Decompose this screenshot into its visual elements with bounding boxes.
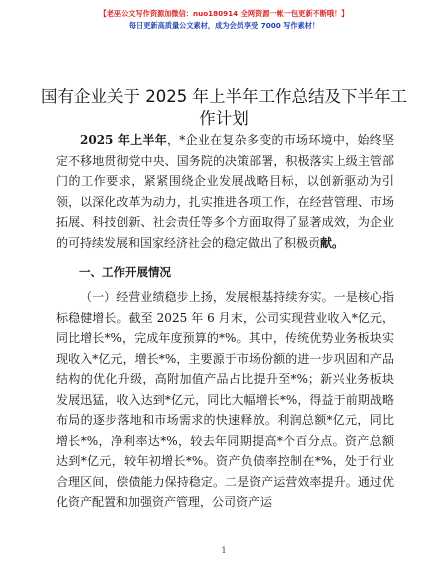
intro-tail: 献。 xyxy=(320,235,345,250)
promo-banner-line2: 每日更新高质量公文素材，成为会员享受 7000 写作素材！ xyxy=(128,21,320,30)
document-title: 国有企业关于 2025 年上半年工作总结及下半年工作计划 xyxy=(41,87,407,128)
intro-body: ，*企业在复杂多变的市场环境中，始终坚定不移地贯彻党中央、国务院的决策部署，积极落实上级主管部门的工作要求，紧紧围绕企业发展战略目标，以创新驱动为引领，以深化改革为动力，扎实推进各项工作，在经营管理、市场拓展、科技创新、社会责任等多个方面取得了显著成效，为企业的可持续发展和国家经济社会的稳定做出了积极贡 xyxy=(56,133,394,250)
section-heading-work-status: 一、工作开展情况 xyxy=(79,265,171,279)
intro-paragraph xyxy=(56,130,394,253)
intro-lead: 2025 年上半年 xyxy=(80,133,167,147)
document-body xyxy=(56,130,394,513)
promo-banner-line1: 【老巫公文写作资源加微信：nuo180914 全网资源一帐一包更新不断哦！】 xyxy=(99,9,349,18)
page-number: 1 xyxy=(221,546,227,555)
section1-paragraph: （一）经营业绩稳步上扬，发展根基持续夯实。一是核心指标稳健增长。截至 2025 年 6 月末，公司实现营业收入*亿元，同比增长*%，完成年度预算的*%。其中，传统优势业务板块实现收入*亿元，增长*%，主要源于市场份额的进一步巩固和产品结构的优化升级，高附加值产品占比提升至*%；新兴业务板块发展迅猛，收入达到*亿元，同比大幅增长*%，得益于前期战略布局的逐步落地和市场需求的快速释放。利润总额*亿元，同比增长*%，净利率达*%，较去年同期提高*个百分点。资产总额达到*亿元，较年初增长*%。资产负债率控制在*%，处于行业合理区间，偿债能力保持稳定。二是资产运营效率提升。通过优化资产配置和加强资产管理，公司资产运 xyxy=(56,290,394,509)
promo-banner xyxy=(0,8,448,32)
